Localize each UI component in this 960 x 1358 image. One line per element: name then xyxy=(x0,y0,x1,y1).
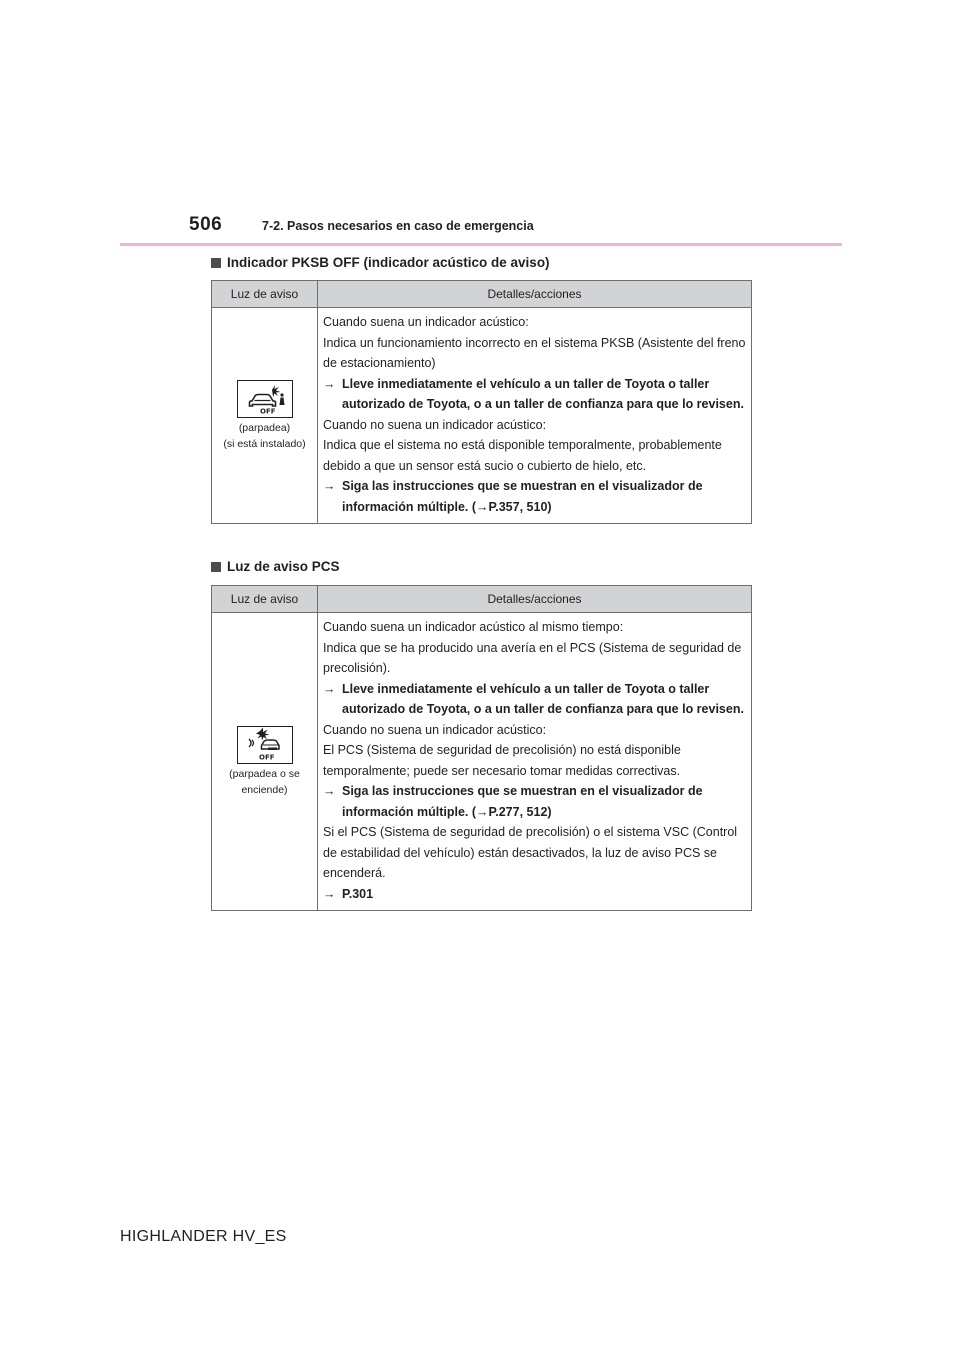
pksb-detail-line: Cuando suena un indicador acústico: xyxy=(323,315,529,329)
bullet-square-icon xyxy=(211,562,221,572)
pcs-warning-icon xyxy=(237,726,293,764)
table-row xyxy=(212,308,752,524)
pcs-action-text: Siga las instrucciones que se muestran en el visualizador de información múltiple. (→P.277, 512) xyxy=(342,784,703,819)
col-details: Detalles/acciones xyxy=(318,281,752,308)
pcs-action xyxy=(323,781,747,822)
pksb-detail-line: Cuando no suena un indicador acústico: xyxy=(323,417,547,432)
section-title: 7-2. Pasos necesarios en caso de emergencia xyxy=(262,219,534,233)
arrow-right-icon: → xyxy=(323,376,336,391)
pksb-icon-cell xyxy=(212,308,318,524)
arrow-right-icon: → xyxy=(323,784,336,798)
pcs-detail-line: Cuando suena un indicador acústico al mismo tiempo: xyxy=(323,620,624,634)
col-details: Detalles/acciones xyxy=(318,586,752,613)
pksb-action xyxy=(323,476,747,517)
pcs-detail-line: Indica que se ha producido una avería en el PCS (Sistema de seguridad de precolisión). xyxy=(323,640,742,675)
footer-model: HIGHLANDER HV_ES xyxy=(120,1228,287,1245)
pksb-heading-text: Indicador PKSB OFF (indicador acústico de aviso) xyxy=(227,255,550,270)
pcs-heading xyxy=(211,559,340,574)
pksb-details-cell xyxy=(318,308,752,524)
bullet-square-icon xyxy=(211,258,221,268)
pcs-table-header-row xyxy=(212,586,752,613)
pcs-detail-line: El PCS (Sistema de seguridad de precolisión) no está disponible temporalmente; puede ser necesario tomar medidas correctivas. xyxy=(323,743,681,778)
pcs-action xyxy=(323,884,747,905)
pksb-table-header-row xyxy=(212,281,752,308)
pksb-icon-text: OFF xyxy=(259,407,276,415)
pcs-detail-line: Si el PCS (Sistema de seguridad de precolisión) o el sistema VSC (Control de estabilidad del vehículo) están desactivados, la luz de aviso PCS se encenderá. xyxy=(323,825,738,880)
pksb-caption-installed: (si está instalado) xyxy=(223,437,306,450)
header-rule xyxy=(120,243,842,246)
pksb-detail-line: Indica un funcionamiento incorrecto en el sistema PKSB (Asistente del freno de estacionamiento) xyxy=(323,335,746,370)
pcs-details-cell xyxy=(318,613,752,911)
pksb-action-text: Siga las instrucciones que se muestran en el visualizador de información múltiple. (→P.357, 510) xyxy=(342,479,703,514)
col-light: Luz de aviso xyxy=(212,586,318,613)
pcs-heading-text: Luz de aviso PCS xyxy=(227,559,340,574)
pcs-caption: (parpadea o se enciende) xyxy=(229,767,300,796)
pcs-action-text: P.301 xyxy=(342,886,374,901)
arrow-right-icon: → xyxy=(323,479,336,493)
pcs-action xyxy=(323,679,747,720)
pcs-icon-cell xyxy=(212,613,318,911)
arrow-right-icon: → xyxy=(323,681,336,696)
pksb-detail-line: Indica que el sistema no está disponible temporalmente, probablemente debido a que un sensor está sucio o cubierto de hielo, etc. xyxy=(323,438,722,473)
page-number: 506 xyxy=(189,214,223,235)
pksb-action xyxy=(323,374,747,415)
pksb-action-text: Lleve inmediatamente el vehículo a un taller de Toyota o taller autorizado de Toyota, o a un taller de confianza para que lo revisen. xyxy=(342,376,744,411)
col-light: Luz de aviso xyxy=(212,281,318,308)
pksb-off-icon xyxy=(237,380,293,418)
arrow-right-icon: → xyxy=(323,886,336,901)
pcs-detail-line: Cuando no suena un indicador acústico: xyxy=(323,722,547,737)
pksb-heading xyxy=(211,255,550,270)
pcs-action-text: Lleve inmediatamente el vehículo a un taller de Toyota o taller autorizado de Toyota, o a un taller de confianza para que lo revisen. xyxy=(342,681,744,716)
pcs-icon-text: OFF xyxy=(258,753,275,761)
pksb-caption-blink: (parpadea) xyxy=(238,421,291,434)
pcs-table xyxy=(211,585,752,911)
table-row xyxy=(212,613,752,911)
pksb-table xyxy=(211,280,752,524)
